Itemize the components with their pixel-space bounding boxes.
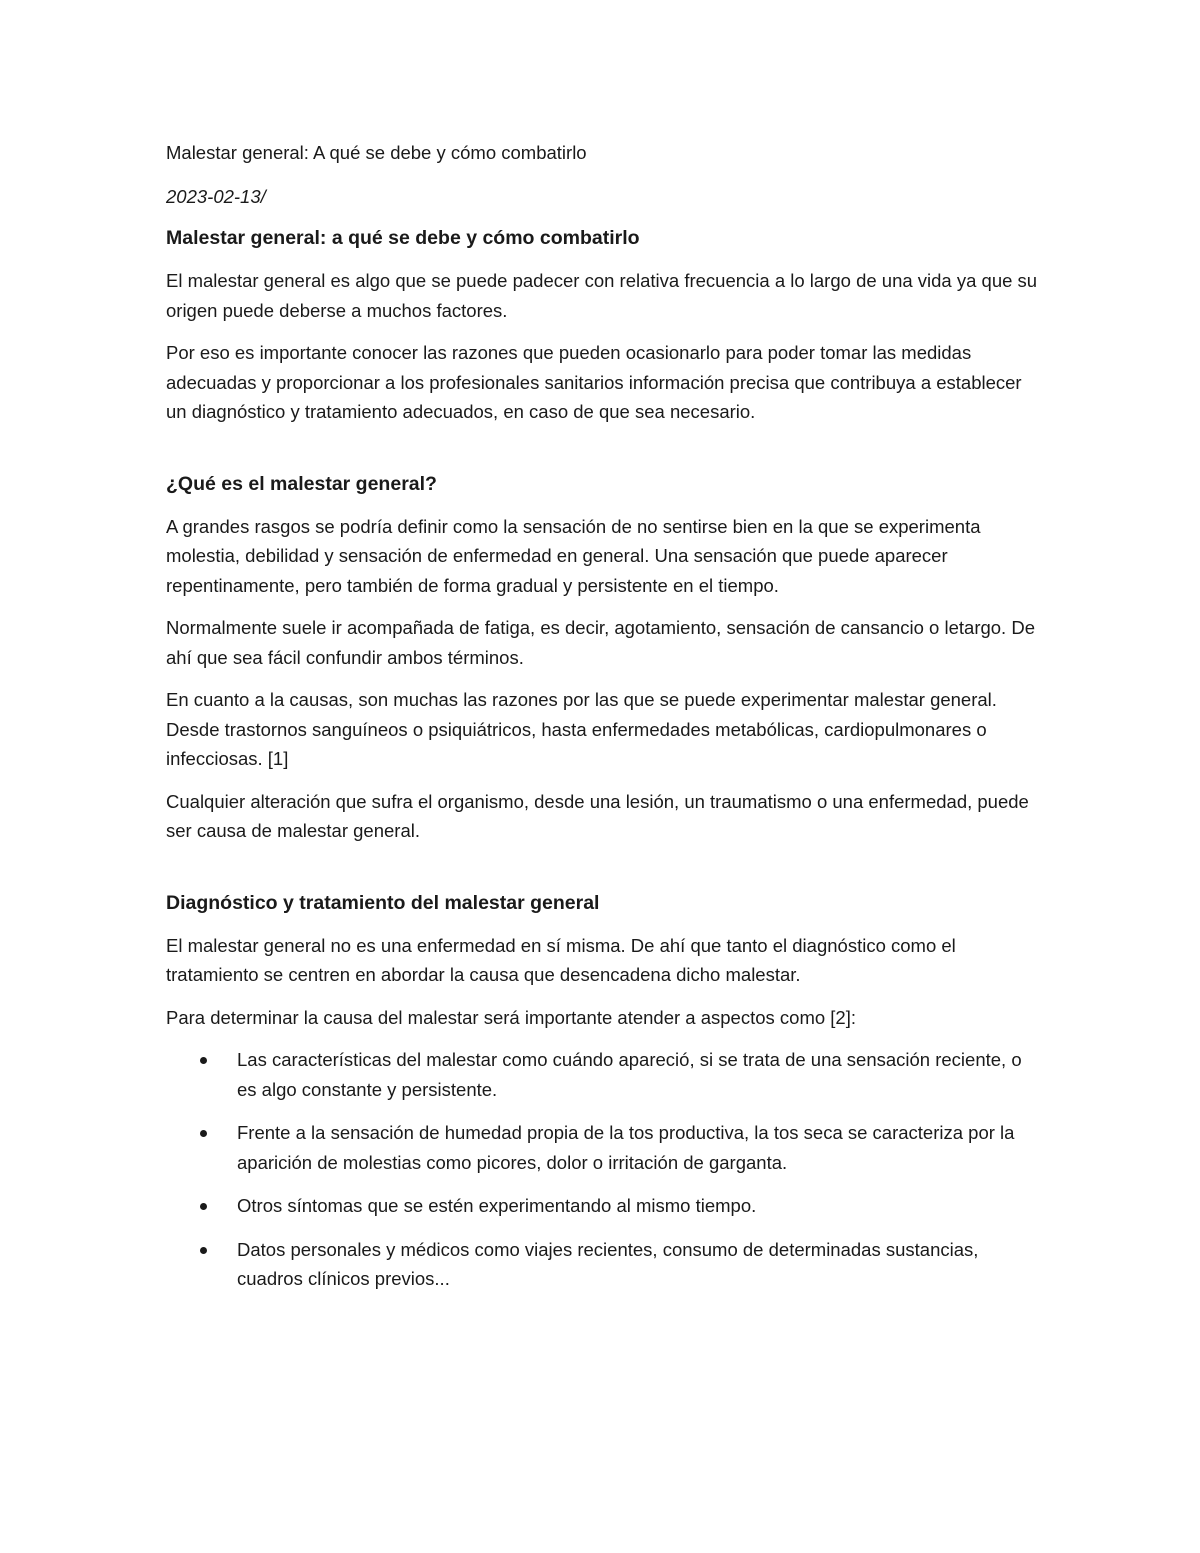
section-heading-what-is: ¿Qué es el malestar general? [166, 472, 437, 495]
section-paragraph: Para determinar la causa del malestar será importante atender a aspectos como [2]: [166, 1006, 856, 1028]
bullet-icon [200, 1203, 207, 1210]
intro-paragraph: Por eso es importante conocer las razones que pueden ocasionarlo para poder tomar las medidas adecuadas y proporcionar a los profesionales sanitarios información precisa que contribuya a establecer un diagnóstico y tratamiento adecuados, en caso de que sea necesario. [166, 342, 1022, 422]
list-item-text: Frente a la sensación de humedad propia de la tos productiva, la tos seca se caracteriza por la aparición de molestias como picores, dolor o irritación de garganta. [237, 1122, 1015, 1173]
list-item-text: Las características del malestar como cuándo apareció, si se trata de una sensación reciente, o es algo constante y persistente. [237, 1049, 1022, 1100]
document-date: 2023-02-13/ [166, 185, 266, 207]
main-heading: Malestar general: a qué se debe y cómo combatirlo [166, 227, 640, 249]
section-paragraph: En cuanto a la causas, son muchas las razones por las que se puede experimentar malestar general. Desde trastornos sanguíneos o psiquiátricos, hasta enfermedades metabólicas, cardiopulmonares o infecciosas. [1] [166, 689, 997, 769]
document-page [166, 138, 1046, 1308]
intro-paragraph: El malestar general es algo que se puede padecer con relativa frecuencia a lo largo de una vida ya que su origen puede deberse a muchos factores. [166, 270, 1038, 321]
aspects-list [166, 1045, 1046, 1294]
list-item [166, 1045, 1046, 1104]
list-item-text: Datos personales y médicos como viajes recientes, consumo de determinadas sustancias, cuadros clínicos previos... [237, 1238, 979, 1289]
list-item [166, 1118, 1046, 1177]
bullet-icon [200, 1130, 207, 1137]
section-paragraph: El malestar general no es una enfermedad en sí misma. De ahí que tanto el diagnóstico como el tratamiento se centren en abordar la causa que desencadena dicho malestar. [166, 934, 956, 985]
list-item [166, 1235, 1046, 1294]
document-title: Malestar general: A qué se debe y cómo combatirlo [166, 142, 587, 163]
section-paragraph: Normalmente suele ir acompañada de fatiga, es decir, agotamiento, sensación de cansancio o letargo. De ahí que sea fácil confundir ambos términos. [166, 617, 1035, 668]
list-item-text: Otros síntomas que se estén experimentando al mismo tiempo. [237, 1195, 757, 1216]
section-paragraph: Cualquier alteración que sufra el organismo, desde una lesión, un traumatismo o una enfermedad, puede ser causa de malestar general. [166, 790, 1029, 841]
section-heading-diagnosis: Diagnóstico y tratamiento del malestar general [166, 891, 600, 914]
bullet-icon [200, 1057, 207, 1064]
section-paragraph: A grandes rasgos se podría definir como la sensación de no sentirse bien en la que se experimenta molestia, debilidad y sensación de enfermedad en general. Una sensación que puede aparecer repentinamente, pero también de forma gradual y persistente en el tiempo. [166, 515, 981, 596]
bullet-icon [200, 1247, 207, 1254]
list-item [166, 1191, 1046, 1221]
